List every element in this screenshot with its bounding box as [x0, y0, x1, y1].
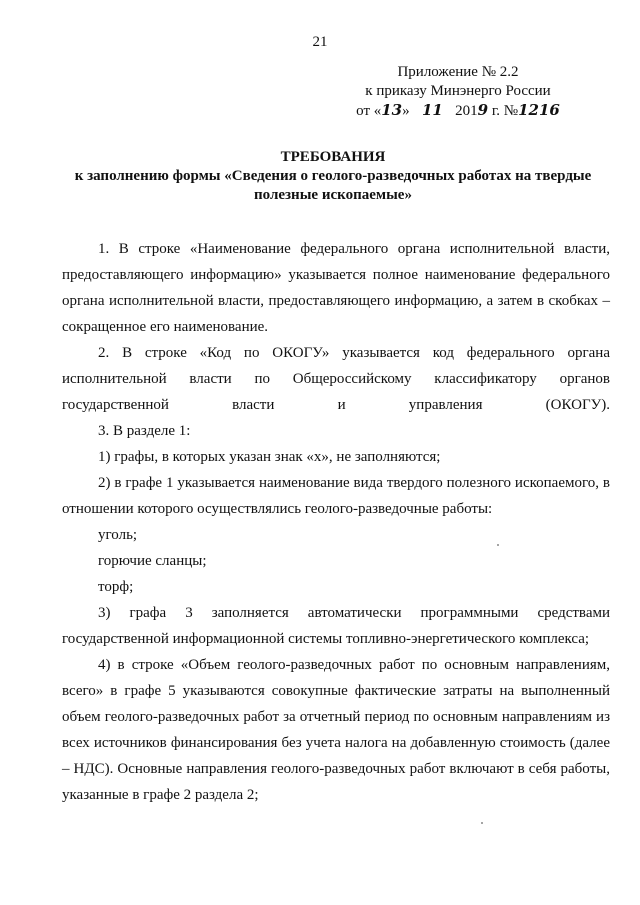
paragraph-5: 2) в графе 1 указывается наименование вида твердого полезного ископаемого, в отношении которого осуществлялись геолого-разведочные работы:	[62, 475, 610, 517]
scan-speck	[497, 544, 499, 546]
page-number: 21	[312, 34, 328, 50]
list-item-peat: торф;	[98, 579, 134, 595]
handwritten-day: 13	[381, 101, 403, 119]
paragraph-7: 4) в строке «Объем геолого-разведочных работ по основным направлениям, всего» в графе 5 указываются совокупные фактические затраты на выполненный объем геолого-разведочных работ за отчетный период по основным направлениям из всех источников финансирования без учета налога на добавленную стоимость (далее – НДС). Основные направления геолого-разведочных работ включают в себя работы, указанные в графе 2 раздела 2;	[62, 657, 610, 803]
document-body	[62, 236, 610, 808]
quote-close: »	[402, 103, 410, 119]
heading-title: ТРЕБОВАНИЯ	[280, 149, 386, 165]
handwritten-month: 11	[421, 101, 443, 119]
list-item-shale: горючие сланцы;	[98, 553, 207, 569]
scan-speck	[481, 822, 483, 824]
handwritten-year-digit: 9	[477, 101, 489, 119]
paragraph-6: 3) графа 3 заполняется автоматически программными средствами государственной информационной системы топливно-энергетического комплекса;	[62, 605, 610, 647]
appendix-title: Приложение № 2.2	[397, 64, 519, 80]
year-prefix: 201	[455, 103, 478, 119]
paragraph-2: 2. В строке «Код по ОКОГУ» указывается код федерального органа исполнительной власти по Общероссийскому классификатору органов государственной власти и управления (ОКОГУ).	[62, 345, 610, 413]
date-prefix: от «	[356, 103, 382, 119]
document-heading	[62, 148, 604, 205]
paragraph-4: 1) графы, в которых указан знак «х», не заполняются;	[98, 449, 441, 465]
handwritten-number: 1216	[518, 101, 560, 119]
list-item-coal: уголь;	[98, 527, 138, 543]
paragraph-3: 3. В разделе 1:	[98, 423, 191, 439]
appendix-order-line: к приказу Минэнерго России	[365, 83, 551, 99]
number-prefix: г. №	[488, 103, 519, 119]
heading-subtitle: к заполнению формы «Сведения о геолого-разведочных работах на твердые полезные ископаемые»	[74, 168, 592, 203]
appendix-block	[348, 63, 568, 121]
appendix-date-line	[348, 101, 568, 121]
paragraph-1: 1. В строке «Наименование федерального органа исполнительной власти, предоставляющего информацию» указывается полное наименование федерального органа исполнительной власти, предоставляющего информацию, а затем в скобках – сокращенное его наименование.	[62, 241, 610, 335]
